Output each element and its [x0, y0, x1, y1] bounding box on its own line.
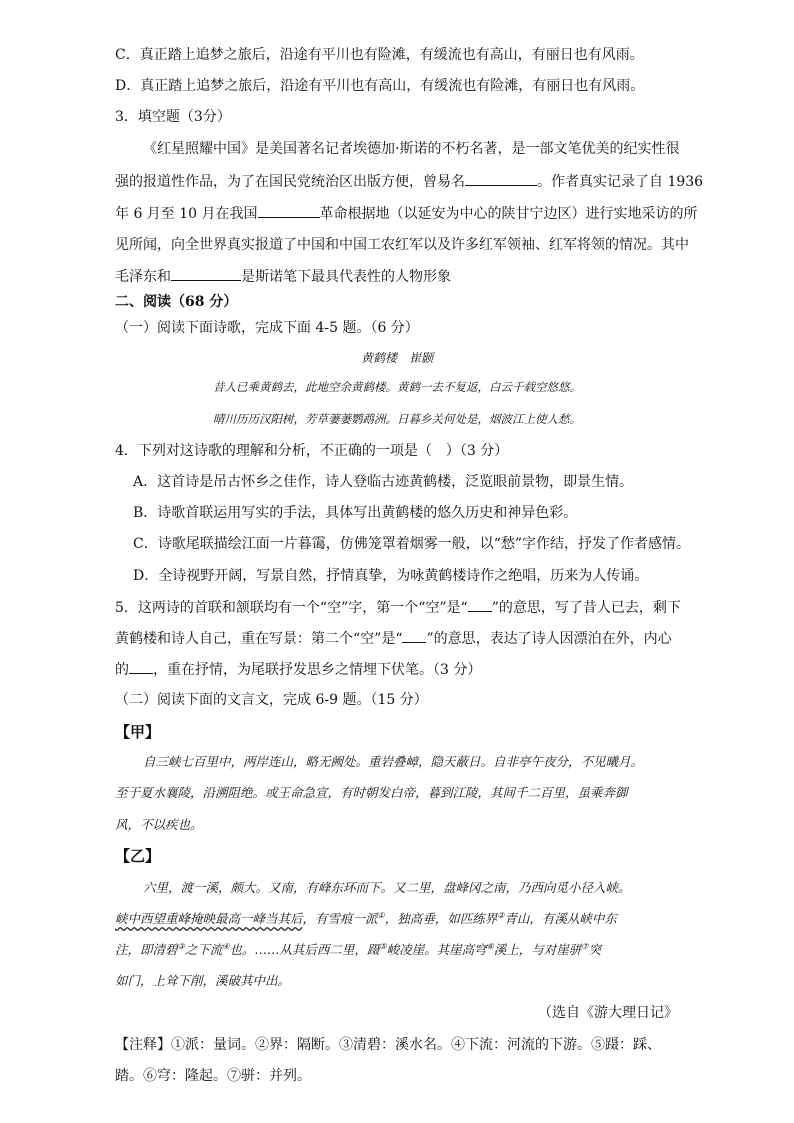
passage-yi-text: 注，即清碧 — [115, 942, 178, 957]
q3-line-1: 《红星照耀中国》是美国著名记者埃德加·斯诺的不朽名著，是一部文笔优美的纪实性很 — [143, 141, 680, 157]
passage-yi-text: ，独高垂，如匹练界 — [384, 911, 498, 926]
q5-line-2-text-a: 黄鹤楼和诗人自己，重在写景：第二个“空”是“ — [115, 631, 403, 647]
passage-yi-text: 之下流 — [184, 942, 223, 957]
passage-yi-text: 溪上，与对崖骈 — [493, 942, 582, 957]
note-marker: ④ — [222, 941, 230, 951]
q4-stem: 4．下列对这诗歌的理解和分析，不正确的一项是（ ）（3 分） — [115, 443, 509, 459]
q5-line-1-text-a: 5．这两诗的首联和颔联均有一个“空”字，第一个“空”是“ — [115, 600, 468, 616]
q2-option-c: C．真正踏上追梦之旅后，沿途有平川也有险滩，有缓流也有高山，有丽日也有风雨。 — [115, 47, 644, 63]
passage-source: （选自《游大理日记》 — [538, 1005, 678, 1021]
fill-blank[interactable] — [171, 266, 241, 281]
q3-line-3-text-b: 革命根据地（以延安为中心的陕甘宁边区）进行实地采访的所 — [319, 206, 698, 222]
note-marker: ⑦ — [581, 941, 589, 951]
poem-line-2: 晴川历历汉阳树，芳草萋萋鹦鹉洲。日暮乡关何处是，烟波江上使人愁。 — [213, 412, 581, 426]
passage-yi-label: 【乙】 — [115, 847, 161, 865]
passage-yi-text: 也。……从其后西二里，蹑 — [229, 942, 380, 957]
note-marker: ⑤ — [379, 941, 387, 951]
q4-option-c: C．诗歌尾联描绘江面一片暮霭，仿佛笼罩着烟雾一般，以“愁”字作结，抒发了作者感情。 — [133, 536, 691, 552]
q4-option-d: D．全诗视野开阔，写景自然，抒情真挚，为咏黄鹤楼诗作之绝唱，历来为人传诵。 — [133, 568, 649, 584]
part-2-intro: （二）阅读下面的文言文，完成 6-9 题。（15 分） — [115, 692, 428, 708]
q5-line-2 — [115, 628, 672, 649]
q3-line-5 — [115, 266, 451, 287]
passage-jia-line-2: 至于夏水襄陵，沿溯阻绝。或王命急宣，有时朝发白帝，暮到江陵，其间千二百里，虽乘奔御 — [115, 785, 628, 800]
q5-line-3-text-b: ，重在抒情，为尾联抒发思乡之情埋下伏笔。（3 分） — [153, 662, 482, 678]
passage-yi-line-3 — [115, 940, 601, 960]
passage-jia-line-3: 风，不以疾也。 — [115, 817, 203, 832]
wavy-underlined-sentence: 峡中西望重峰掩映最高一峰当其后 — [115, 911, 303, 926]
note-marker: ② — [497, 910, 505, 920]
fill-blank[interactable] — [465, 171, 537, 186]
q5-line-3-text-a: 的 — [115, 662, 129, 678]
q4-option-a: A．这首诗是吊古怀乡之佳作，诗人登临古迹黄鹤楼，泛览眼前景物，即景生情。 — [133, 474, 634, 490]
fill-blank[interactable] — [129, 659, 153, 674]
poem-line-1: 昔人已乘黄鹤去，此地空余黄鹤楼。黄鹤一去不复返，白云千载空悠悠。 — [213, 380, 581, 394]
note-marker: ③ — [177, 941, 185, 951]
q3-line-3-text-a: 年 6 月至 10 月在我国 — [115, 206, 258, 222]
q3-line-5-text-b: 是斯诺笔下最具代表性的人物形象 — [241, 269, 451, 285]
passage-yi-text: 青山，有溪从峡中东 — [504, 911, 617, 926]
passage-jia-label: 【甲】 — [115, 723, 161, 741]
q5-line-2-text-b: ”的意思，表达了诗人因漂泊在外，内心 — [426, 631, 672, 647]
fill-blank[interactable] — [468, 597, 492, 612]
q5-line-3 — [115, 659, 481, 680]
q3-title: 3．填空题（3分） — [115, 109, 231, 125]
fill-blank[interactable] — [258, 203, 320, 218]
section-2-title: 二、阅读（68 分） — [115, 294, 238, 310]
q4-option-b: B．诗歌首联运用写实的手法，具体写出黄鹤楼的悠久历史和神异色彩。 — [133, 505, 578, 521]
q3-line-3 — [115, 203, 698, 224]
passage-yi-line-2 — [115, 909, 617, 929]
q3-line-4: 见所闻，向全世界真实报道了中国和中国工农红军以及许多红军领袖、红军将领的情况。其中 — [115, 237, 689, 253]
q5-line-1 — [115, 597, 681, 618]
passage-jia-line-1: 自三峡七百里中，两岸连山，略无阙处。重岩叠嶂，隐天蔽日。自非亭午夜分，不见曦月。 — [143, 754, 644, 769]
passage-yi-line-1: 六里，渡一溪，颇大。又南，有峰东环而下。又二里，盘峰冈之南，乃西向觅小径入峡。 — [143, 880, 631, 895]
part-1-intro: （一）阅读下面诗歌，完成下面 4-5 题。（6 分） — [115, 320, 419, 336]
notes-line-1: 【注释】①派：量词。②界：隔断。③清碧：溪水名。④下流：河流的下游。⑤蹑：踩、 — [115, 1037, 661, 1053]
passage-yi-line-4: 如门，上耸下削，溪破其中出。 — [115, 973, 291, 988]
passage-yi-text: 突 — [588, 942, 601, 957]
fill-blank[interactable] — [402, 628, 426, 643]
passage-yi-text: 峻凌崖。其崖高穹 — [386, 942, 487, 957]
passage-yi-text: ，有雪痕一派 — [302, 911, 378, 926]
q3-line-2-text-a: 强的报道性作品，为了在国民党统治区出版方便，曾易名 — [115, 174, 465, 190]
q3-line-2 — [115, 171, 703, 192]
q3-line-5-text-a: 毛泽东和 — [115, 269, 171, 285]
note-marker: ① — [377, 910, 385, 920]
q2-option-d: D．真正踏上追梦之旅后，沿途有平川也有高山，有缓流也有险滩，有丽日也有风雨。 — [115, 78, 645, 94]
notes-line-2: 踏。⑥穹：隆起。⑦骈：并列。 — [115, 1068, 311, 1084]
q3-line-2-text-b: 。作者真实记录了自 1936 — [537, 174, 704, 190]
poem-title: 黄鹤楼 崔颢 — [360, 351, 433, 365]
q5-line-1-text-b: ”的意思，写了昔人已去，剩下 — [491, 600, 681, 616]
note-marker: ⑥ — [486, 941, 494, 951]
